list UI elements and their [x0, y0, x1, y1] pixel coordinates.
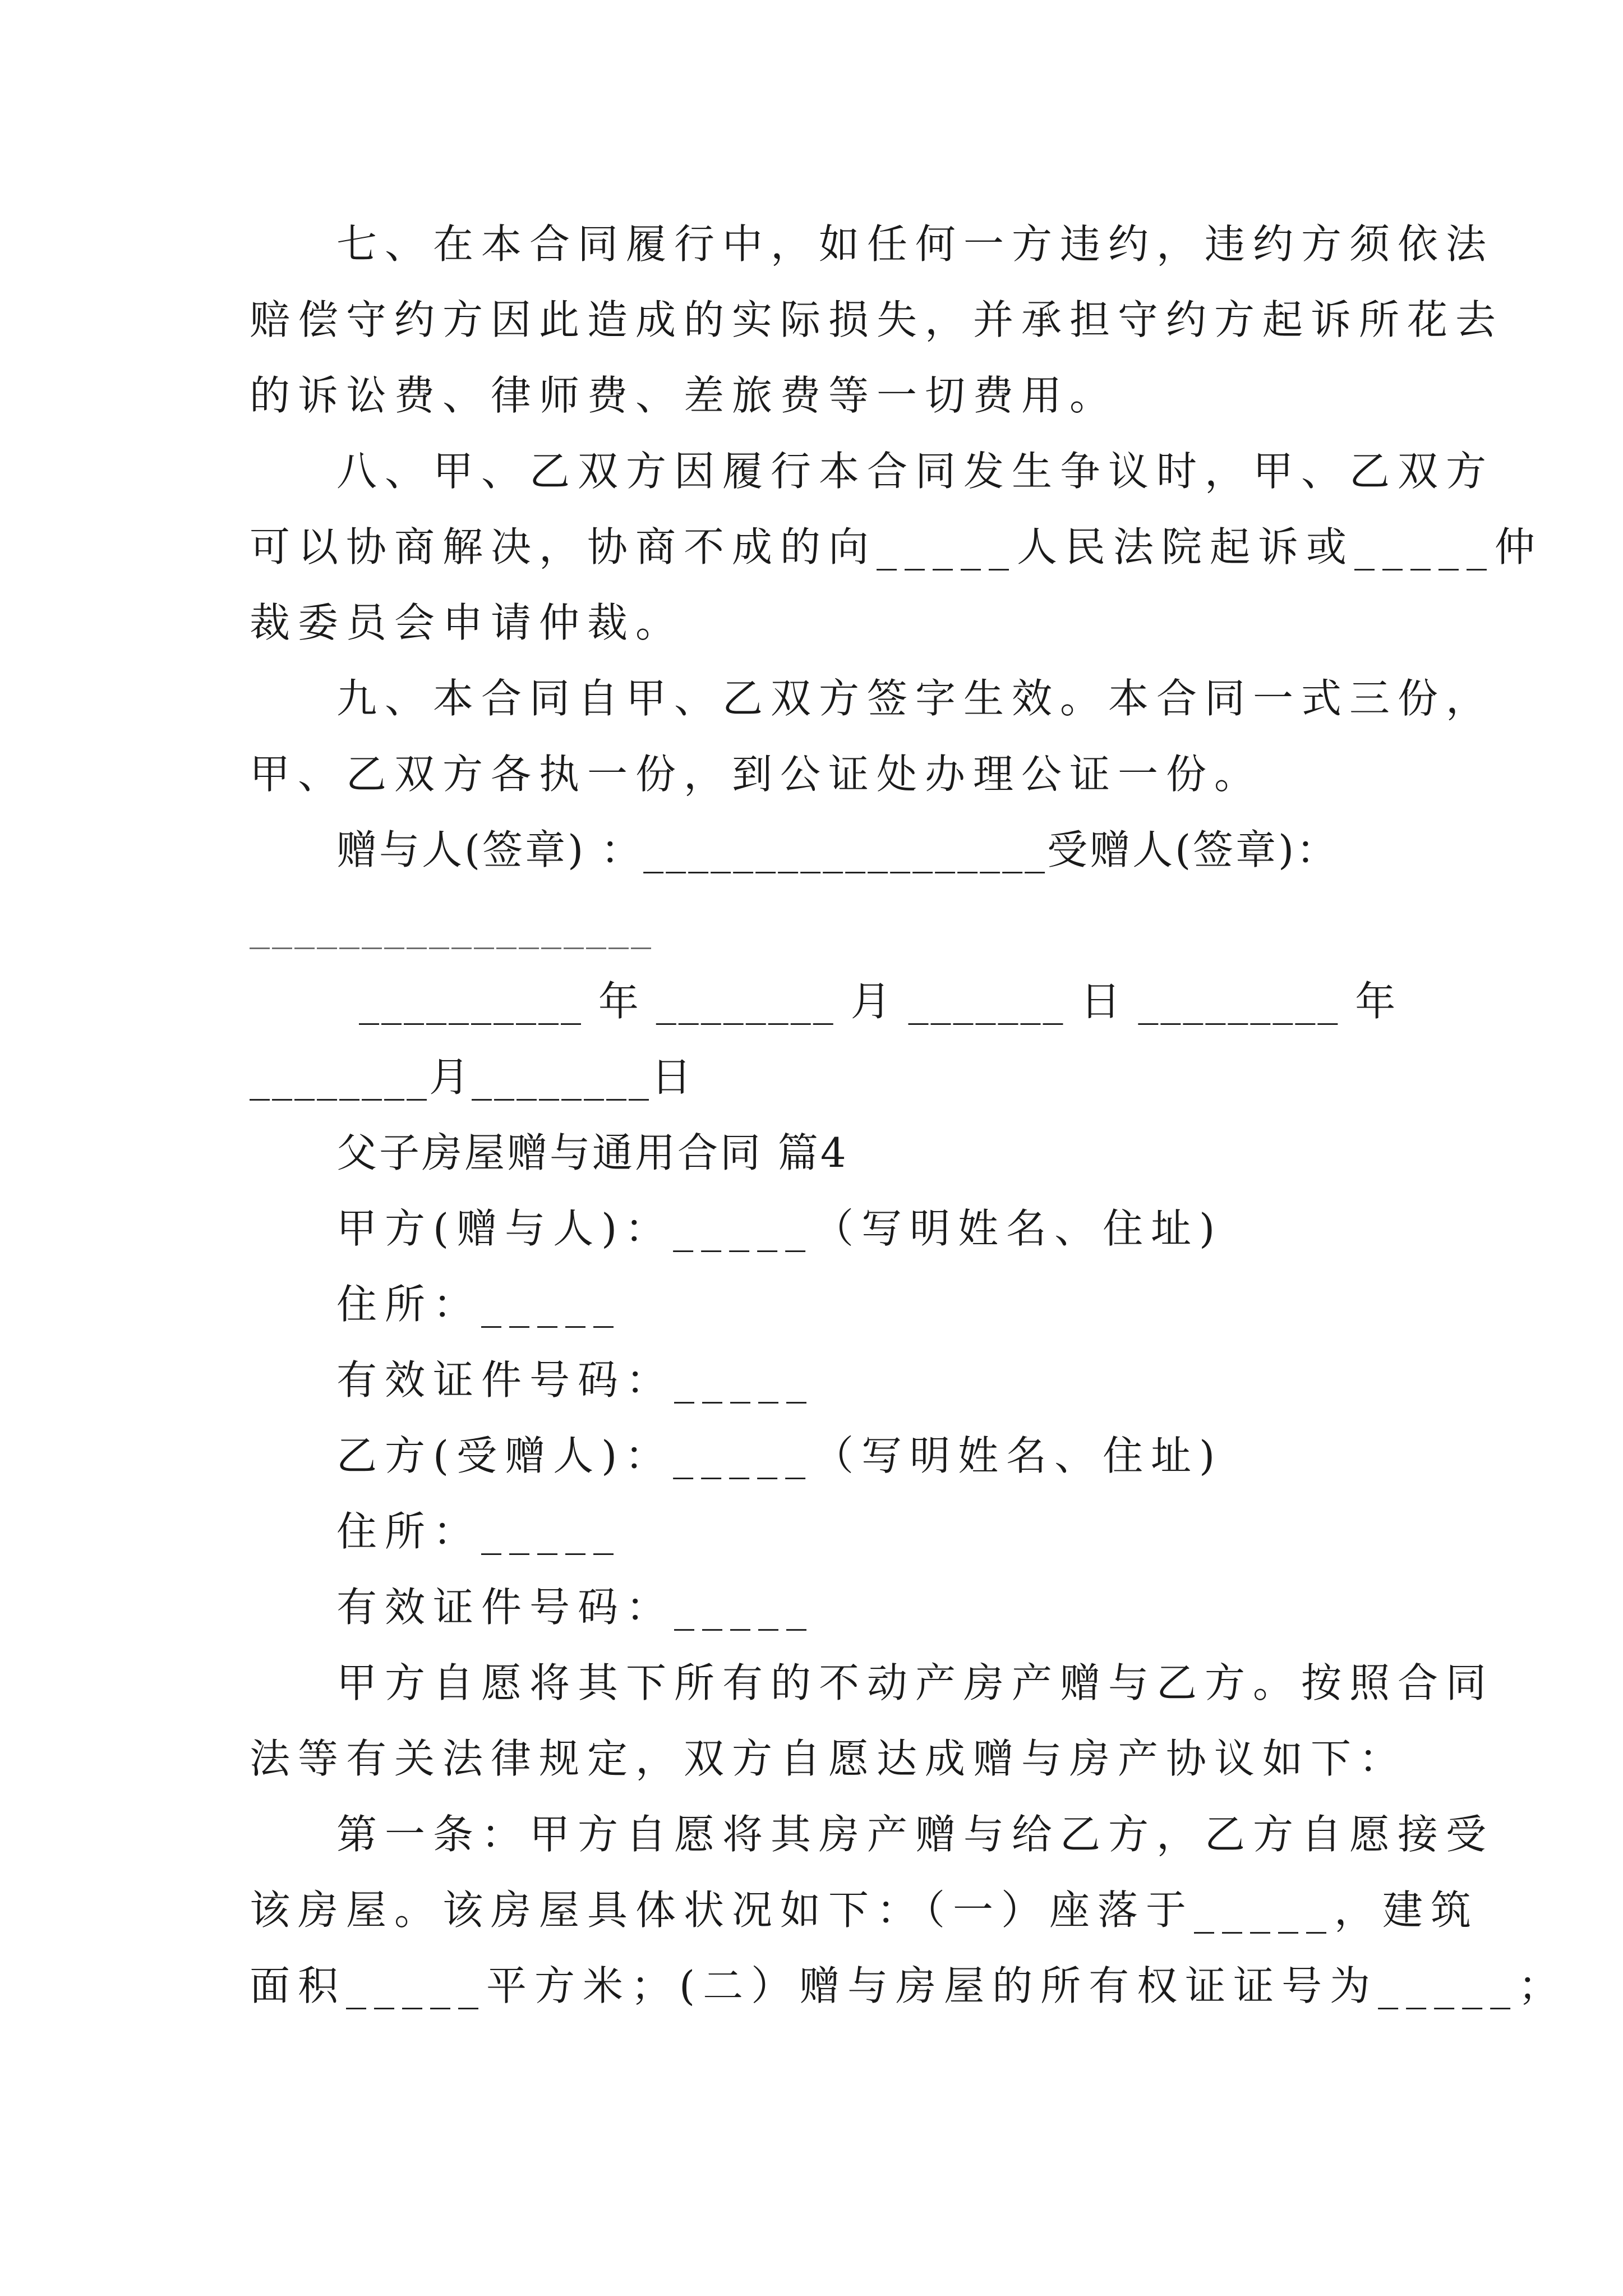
signature-line: 赠与人(签章) ：__________________受赠人(签章)： — [336, 826, 1339, 873]
paragraph-8-line-3: 裁委员会申请仲裁。 — [250, 599, 684, 646]
party-a-name: 甲方(赠与人)：_____（写明姓名、住址) — [336, 1205, 1223, 1252]
intro-line-2: 法等有关法律规定，双方自愿达成赠与房产协议如下： — [250, 1735, 1408, 1782]
party-a-id-number: 有效证件号码：_____ — [336, 1356, 815, 1404]
article-1-line-2: 该房屋。该房屋具体状况如下：（一）座落于_____，建筑 — [250, 1887, 1479, 1934]
paragraph-9-line-2: 甲、乙双方各执一份，到公证处办理公证一份。 — [250, 751, 1263, 798]
article-1-line-1: 第一条：甲方自愿将其房产赠与给乙方，乙方自愿接受 — [336, 1811, 1495, 1858]
paragraph-8-line-1: 八、甲、乙双方因履行本合同发生争议时，甲、乙双方 — [336, 448, 1495, 495]
paragraph-7-line-2: 赔偿守约方因此造成的实际损失，并承担守约方起诉所花去 — [250, 296, 1504, 343]
party-b-address: 住所：_____ — [336, 1508, 622, 1555]
intro-line-1: 甲方自愿将其下所有的不动产房产赠与乙方。按照合同 — [336, 1659, 1495, 1706]
signature-blank-line: __________________ — [250, 902, 653, 949]
paragraph-7-line-1: 七、在本合同履行中，如任何一方违约，违约方须依法 — [336, 220, 1495, 268]
paragraph-7-line-3: 的诉讼费、律师费、差旅费等一切费用。 — [250, 372, 1118, 419]
party-a-address: 住所：_____ — [336, 1281, 622, 1328]
date-line-1: __________ 年 ________ 月 _______ 日 _________ 年 — [359, 978, 1398, 1025]
paragraph-9-line-1: 九、本合同自甲、乙双方签字生效。本合同一式三份， — [336, 675, 1495, 722]
paragraph-8-line-2: 可以协商解决，协商不成的向_____人民法院起诉或_____仲 — [250, 523, 1543, 570]
section-title: 父子房屋赠与通用合同 篇4 — [336, 1129, 849, 1176]
date-line-2: ________月________日 — [250, 1053, 694, 1101]
party-b-name: 乙方(受赠人)：_____（写明姓名、住址) — [336, 1432, 1223, 1479]
article-1-line-3: 面积_____平方米；(二）赠与房屋的所有权证证号为_____； — [250, 1962, 1567, 2009]
party-b-id-number: 有效证件号码：_____ — [336, 1584, 815, 1631]
